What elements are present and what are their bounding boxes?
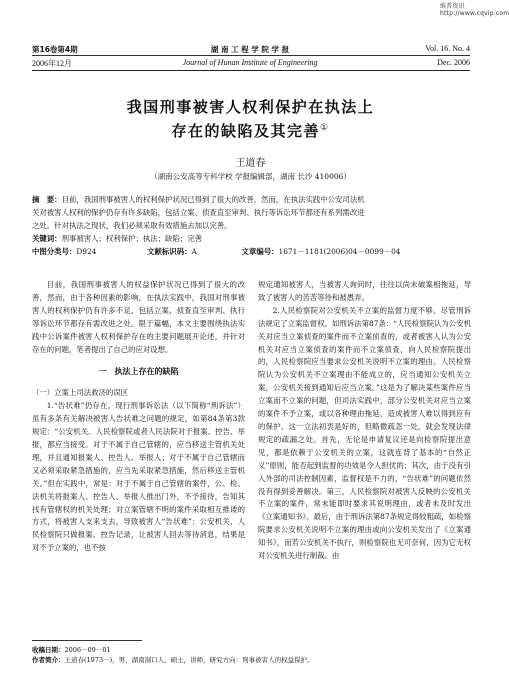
article-no: 1671－1181(2006)04－0099－04	[278, 247, 401, 256]
abstract-text-3: 之处。针对执法之现状，我们必须采取有效措施去加以完善。	[32, 221, 232, 230]
abstract-label: 摘 要：	[32, 195, 62, 204]
header-rule-bottom	[32, 70, 470, 71]
footnote-rule	[32, 640, 142, 641]
article-title-line1: 我国刑事被害人权利保护在执法上	[126, 98, 375, 116]
classification-line	[32, 245, 470, 258]
author: 王道春	[235, 158, 266, 169]
article-title-line2: 存在的缺陷及其完善①	[171, 122, 330, 140]
doc-code: A	[191, 247, 197, 256]
section-heading-1: 一 执法上存在的缺陷	[98, 367, 179, 377]
affiliation: （湖南公安高等专科学校 学报编辑部，湖南 长沙 410006）	[150, 172, 351, 181]
body-paragraph: 2.人民检察院对公安机关不立案的监督力度不够。尽管刑诉法规定了立案监督权，如刑诉法第87条：“人民检察院认为公安机关对应当立案侦查的案件而不立案侦查的，或者被害人认为公安机关对应当立案侦查的案件而不立案侦查，向人民检察院提出的，人民检察院应当要求公安机关说明不立案的理由。人民检察院认为公安机关不立案理由不能成立的，应当通知公安机关立案，公安机关接到通知后应当立案。”这是为了解决某些案件应当立案而不立案的问题，但司法实践中，部分公安机关对应当立案的案件不予立案，或以各种理由拖延，造成被害人难以得到应有的保护。这一立法初衷是好的，但略微疏忽一处，就会发现法律规定的疏漏之处。首先，无论是申请复议还是向检察院提出意见，都是依赖于公安机关的立案，这就连背了基本的“自然正义”原则，能否起到监督的功效是令人担忧的；其次，由于没有引入外部的司法控制因素，监督权是不力的，“告状难”的问题依然没有得到妥善解决。第三，人民检察院对被害人反映的公安机关不立案的案件，常未能即时要求其说明理由，或者未及时发出《立案通知书》。最后，由于刑诉法第87条规定得较粗疏，如检察院要求公安机关说明不立案的理由或向公安机关发出了《立案通知书》，而若公安机关不执行，则检察院也无可奈何，因为它无权对公安机关进行制裁。由	[258, 305, 471, 561]
received-label: 收稿日期：	[32, 646, 65, 654]
subsection-heading: （一）立案上司法救济的误区	[32, 388, 129, 398]
received-date: 2006－09－01	[64, 646, 111, 654]
author-info-label: 作者简介：	[32, 656, 65, 664]
abstract-text-2: 关对被害人权利的保护仍存有许多缺陷，包括立案、侦查直至审判、执行等诉讼环节都还有系列需改进	[32, 208, 365, 217]
journal-name-en: Journal of Hunan Institute of Engineering	[182, 58, 318, 67]
abstract	[32, 193, 470, 258]
watermark: 维普资讯 http://www.cqvip.com	[440, 3, 509, 17]
body-left-column	[32, 279, 245, 629]
clc-code: D924	[76, 247, 97, 256]
intro-paragraph: 目前，我国刑事被害人的权益保护状况已得到了很大的改善，然而，由于各种因素的影响，在执法实践中，我国对刑事被害人的权利保护仍有许多不足，包括立案、侦查直至审判、执行等诉讼环节都存有需改进之处。限于篇幅，本文主要围绕执法实践中公诉案件被害人权利保护存在的主要问题展开论述，并针对存在的问题，笔者提出了自己的应对设想。	[32, 280, 245, 354]
volume-issue-en: Vol. 16. No. 4	[425, 44, 470, 53]
body-paragraph: 1.“告状难”仍存在。现行刑事诉讼法（以下简称“刑诉法”）虽有多条有关解决被害人告状难之问题的规定，如第84条第3款规定：“公安机关、人民检察院或者人民法院对于报案、控告、举报，都应当接受。对于不属于自己管辖的，应当移送主管机关处理，并且通知报案人、控告人、举报人；对于不属于自己管辖而又必须采取紧急措施的，应当先采取紧急措施，然后移送主管机关。”但在实践中，常是：对于不属于自己管辖的案件，公、检、法机关将报案人、控告人、举报人推出门外，不予接待，告知其找有管辖权的机关处理；对立案管辖不明的案件采取相互推诿的方式，将被害人支来支去，导致被害人“告状难”；公安机关、人民检察院只做报案、控告记录，让被害人回去等待消息，结果是对不予立案的，也不按	[32, 401, 245, 553]
clc-label: 中图分类号：	[32, 247, 77, 256]
issue-date-en: Dec. 2006	[437, 58, 470, 67]
article-no-label: 文章编号：	[241, 247, 279, 256]
doc-code-label: 文献标识码：	[147, 247, 192, 256]
body-right-column	[258, 279, 471, 629]
journal-name-cn: 湖 南 工 程 学 院 学 报	[210, 45, 290, 54]
title-footnote-mark: ①	[319, 123, 330, 133]
abstract-text-1: 目前，我国刑事被害人的权利保护状况已得到了很大的改善，然而，在执法实践中公安司法机	[61, 195, 365, 204]
author-info: 王道春(1973－)，男，湖南洞口人，硕士，讲师，研究方向：刑事被害人的权益保护。	[64, 656, 314, 664]
body-paragraph-cont: 规定通知被害人，当被害人询问时，往往以尚未破案相拖延，导致了被害人的苦苦等待和被愚弄。	[258, 280, 471, 302]
keywords: 刑事被害人；权利保护；执法；缺陷；完善	[61, 234, 203, 243]
header-rule-top	[32, 55, 470, 56]
footnote	[32, 645, 470, 665]
volume-issue: 第16卷第4期	[32, 45, 78, 54]
keywords-label: 关键词：	[32, 234, 62, 243]
issue-date: 2006年12月	[32, 59, 72, 68]
